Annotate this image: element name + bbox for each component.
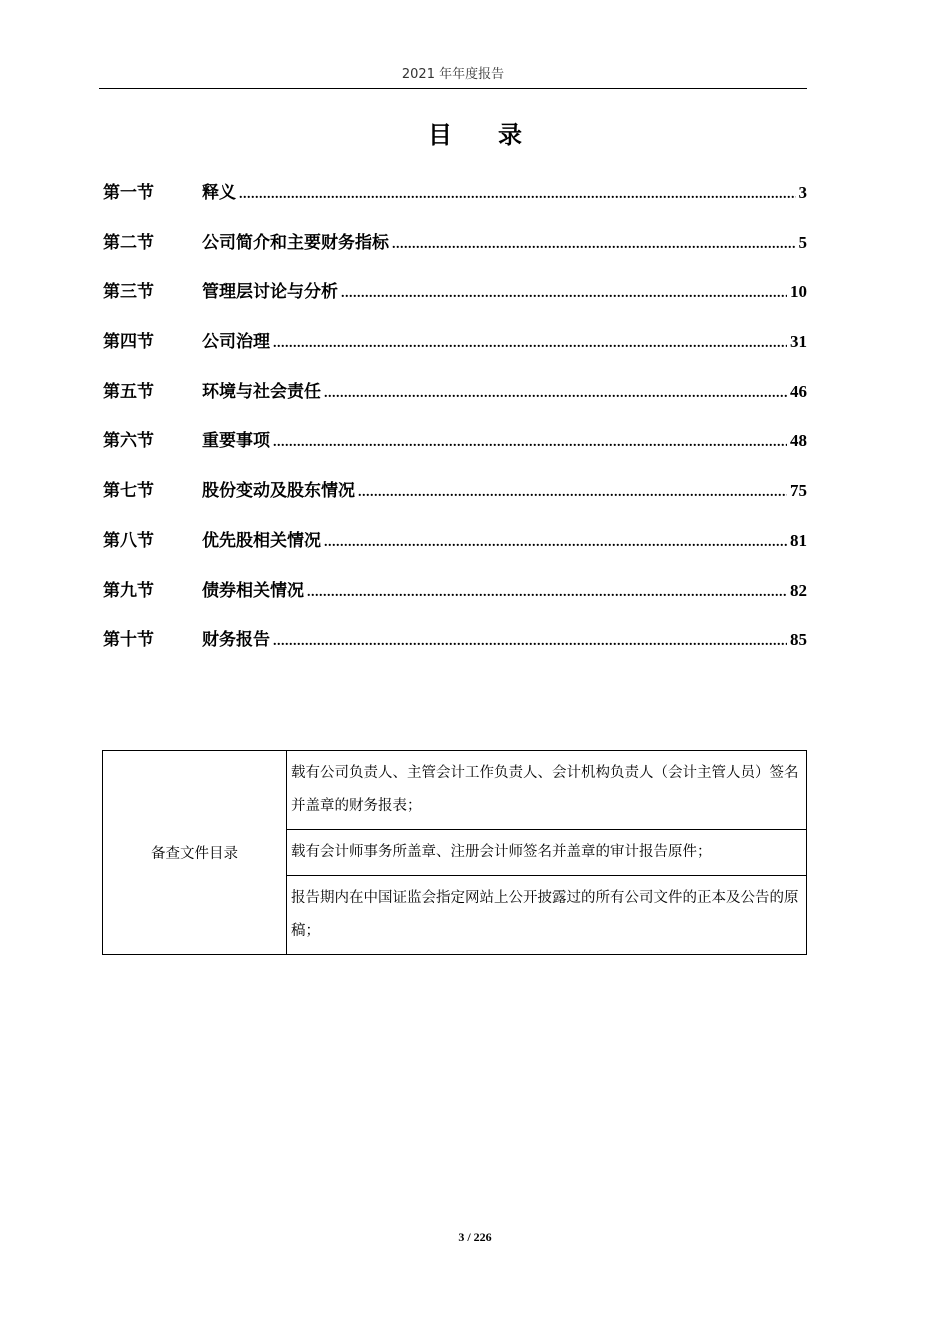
toc-entry[interactable] [103, 377, 807, 427]
toc-leader-dots [273, 336, 787, 352]
toc-entry[interactable] [103, 228, 807, 278]
toc-leader-dots [341, 286, 787, 302]
toc-section-title: 公司简介和主要财务指标 [202, 232, 389, 253]
toc-page-number: 75 [790, 481, 807, 501]
reference-documents-table [102, 750, 807, 955]
toc-leader-dots [324, 386, 787, 402]
toc-leader-dots [273, 435, 787, 451]
toc-section-number: 第五节 [103, 381, 154, 402]
reference-item: 载有会计师事务所盖章、注册会计师签名并盖章的审计报告原件； [287, 830, 807, 876]
toc-entry[interactable] [103, 526, 807, 576]
toc-section-number: 第六节 [103, 431, 154, 452]
toc-section-number: 第四节 [103, 332, 154, 353]
toc-section-number: 第一节 [103, 183, 154, 203]
toc-section-title: 股份变动及股东情况 [202, 481, 355, 502]
toc-leader-dots [324, 535, 787, 551]
toc-section-number: 第七节 [103, 481, 154, 502]
page-title: 目录 [428, 121, 568, 149]
toc-page-number: 48 [790, 431, 807, 451]
toc-leader-dots [307, 585, 787, 601]
toc-page-number: 31 [790, 332, 807, 352]
toc-leader-dots [239, 187, 796, 203]
toc-section-number: 第二节 [103, 232, 154, 253]
toc-section-number: 第九节 [103, 580, 154, 601]
toc-page-number: 85 [790, 630, 807, 650]
toc-section-title: 环境与社会责任 [202, 381, 321, 402]
toc-entry[interactable] [103, 476, 807, 526]
toc-page-number: 82 [790, 580, 807, 600]
toc-section-number: 第八节 [103, 530, 154, 551]
toc-page-number: 10 [790, 282, 807, 302]
toc-entry[interactable] [103, 625, 807, 675]
toc-section-number: 第三节 [103, 282, 154, 303]
toc-leader-dots [273, 634, 787, 650]
toc-entry[interactable] [103, 327, 807, 377]
toc-section-title: 公司治理 [202, 332, 270, 353]
table-row [103, 751, 807, 830]
toc-section-title: 释义 [202, 183, 236, 203]
running-header: 2021 年年度报告 [99, 64, 807, 89]
toc-section-title: 优先股相关情况 [202, 530, 321, 551]
toc-entry[interactable] [103, 277, 807, 327]
toc-page-number: 81 [790, 530, 807, 550]
toc-section-title: 重要事项 [202, 431, 270, 452]
toc-leader-dots [358, 485, 787, 501]
page-number: 3 / 226 [458, 1230, 492, 1244]
toc-section-number: 第十节 [103, 630, 154, 651]
toc-section-title: 管理层讨论与分析 [202, 282, 338, 303]
toc-page-number: 5 [798, 232, 807, 252]
toc-section-title: 财务报告 [202, 630, 270, 651]
toc-section-title: 债券相关情况 [202, 580, 304, 601]
reference-item: 报告期内在中国证监会指定网站上公开披露过的所有公司文件的正本及公告的原稿； [287, 876, 807, 955]
reference-label: 备查文件目录 [103, 751, 287, 955]
toc-leader-dots [392, 237, 796, 253]
toc-entry[interactable] [103, 426, 807, 476]
toc-page-number: 3 [798, 183, 807, 202]
toc-entry[interactable] [103, 576, 807, 626]
toc-entry[interactable] [103, 178, 807, 228]
toc-page-number: 46 [790, 381, 807, 401]
reference-item: 载有公司负责人、主管会计工作负责人、会计机构负责人（会计主管人员）签名并盖章的财务报表； [287, 751, 807, 830]
table-of-contents [103, 178, 807, 675]
